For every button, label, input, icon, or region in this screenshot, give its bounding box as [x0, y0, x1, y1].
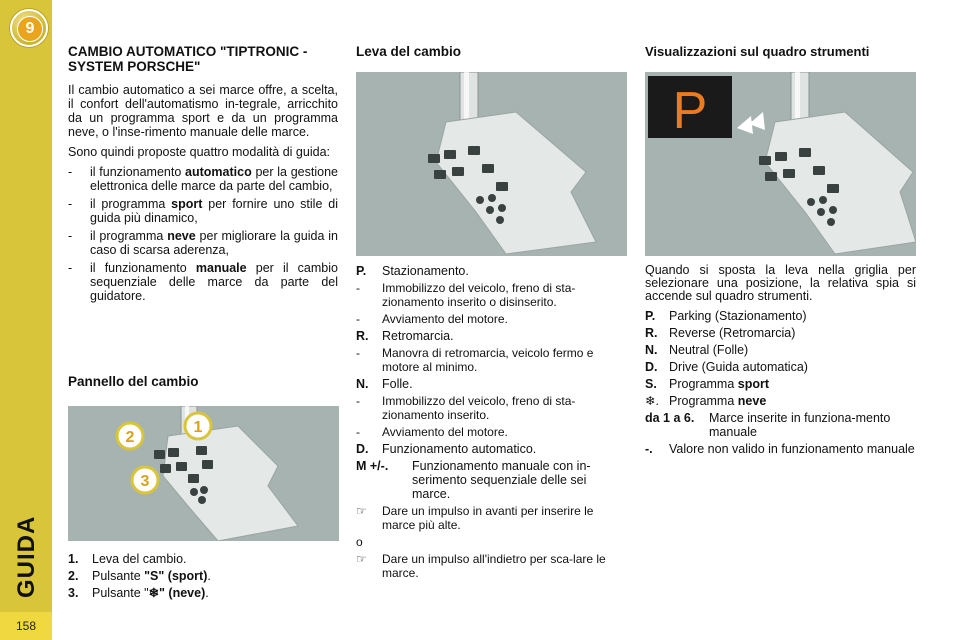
svg-text:1: 1	[193, 419, 203, 436]
svg-text:2: 2	[125, 429, 135, 446]
list-item: ❄. Programma neve	[645, 394, 767, 408]
svg-text:3: 3	[140, 473, 150, 490]
gear-lever-illustration	[356, 72, 627, 256]
list-item: D. Funzionamento automatico.	[356, 442, 537, 456]
list-item: 3. Pulsante "❄" (neve).	[68, 586, 209, 600]
list-item: - Avviamento del motore.	[356, 425, 508, 439]
list-item: -. Valore non valido in funzionamento manuale	[645, 442, 915, 456]
list-item: ☞ Dare un impulso in avanti per inserire le marce più alte.	[356, 504, 594, 532]
column-dashboard	[645, 44, 915, 59]
dashboard-illustration	[645, 72, 916, 256]
list-item: - il funzionamento automatico per la gestione elettronica delle marce da parte del cambio,	[68, 165, 338, 193]
chapter-sidebar	[0, 0, 52, 640]
section-title: CAMBIO AUTOMATICO "TIPTRONIC - SYSTEM PORSCHE"	[68, 44, 308, 74]
list-item: 2. Pulsante "S" (sport).	[68, 569, 211, 583]
list-item: - Immobilizzo del veicolo, freno di sta-zionamento inserito o disinserito.	[356, 281, 576, 309]
column-intro	[68, 44, 338, 307]
dashboard-intro: Quando si sposta la leva nella griglia per selezionare una posizione, la relativa spia si accende sul quadro strumenti.	[645, 263, 916, 303]
chapter-badge	[10, 9, 48, 47]
callout-1	[185, 413, 211, 439]
list-item: - Avviamento del motore.	[356, 312, 508, 326]
list-item: o	[356, 535, 363, 549]
list-item: - Immobilizzo del veicolo, freno di sta-zionamento inserito.	[356, 394, 576, 422]
modes-paragraph: Sono quindi proposte quattro modalità di guida:	[68, 145, 330, 159]
callout-2	[117, 423, 143, 449]
dashboard-title: Visualizzazioni sul quadro strumenti	[645, 44, 870, 59]
list-item: N. Neutral (Folle)	[645, 343, 749, 357]
modes-list	[68, 165, 338, 303]
gear-panel-illustration	[68, 406, 339, 541]
intro-paragraph: Il cambio automatico a sei marce offre, a scelta, il confort dell'automatismo in-tegrale, arricchito da un programma sport e da un programma neve, o l'inse-rimento manuale delle marce.	[68, 83, 338, 139]
list-item: - il programma neve per migliorare la guida in caso di scarsa aderenza,	[68, 229, 338, 257]
list-item: - il funzionamento manuale per il cambio sequenziale delle marce da parte del guidatore.	[68, 261, 338, 303]
list-item: M +/-. Funzionamento manuale con in-serimento sequenziale delle sei marce.	[356, 459, 591, 501]
list-item: D. Drive (Guida automatica)	[645, 360, 808, 374]
list-item: R. Retromarcia.	[356, 329, 454, 343]
lever-positions-list	[356, 264, 628, 583]
list-item: da 1 a 6. Marce inserite in funziona-mento manuale	[645, 411, 891, 439]
dashboard-text	[645, 264, 916, 459]
display-letter: P	[672, 82, 708, 140]
list-item: S. Programma sport	[645, 377, 770, 391]
list-item: P. Stazionamento.	[356, 264, 469, 278]
list-item: R. Reverse (Retromarcia)	[645, 326, 796, 340]
panel-heading-block	[68, 374, 338, 389]
list-item: - Manovra di retromarcia, veicolo fermo e motore al minimo.	[356, 346, 594, 374]
list-item: P. Parking (Stazionamento)	[645, 309, 807, 323]
chapter-number: 9	[17, 16, 43, 42]
list-item: ☞ Dare un impulso all'indietro per sca-lare le marce.	[356, 552, 606, 580]
panel-title: Pannello del cambio	[68, 374, 199, 389]
list-item: 1. Leva del cambio.	[68, 552, 187, 566]
callout-3	[132, 467, 158, 493]
page-number: 158	[0, 612, 52, 640]
column-lever	[356, 44, 626, 59]
lever-title: Leva del cambio	[356, 44, 462, 59]
panel-legend	[68, 552, 338, 603]
list-item: N. Folle.	[356, 377, 413, 391]
chapter-title: GUIDA	[13, 515, 40, 598]
list-item: - il programma sport per fornire uno stile di guida più dinamico,	[68, 197, 338, 225]
